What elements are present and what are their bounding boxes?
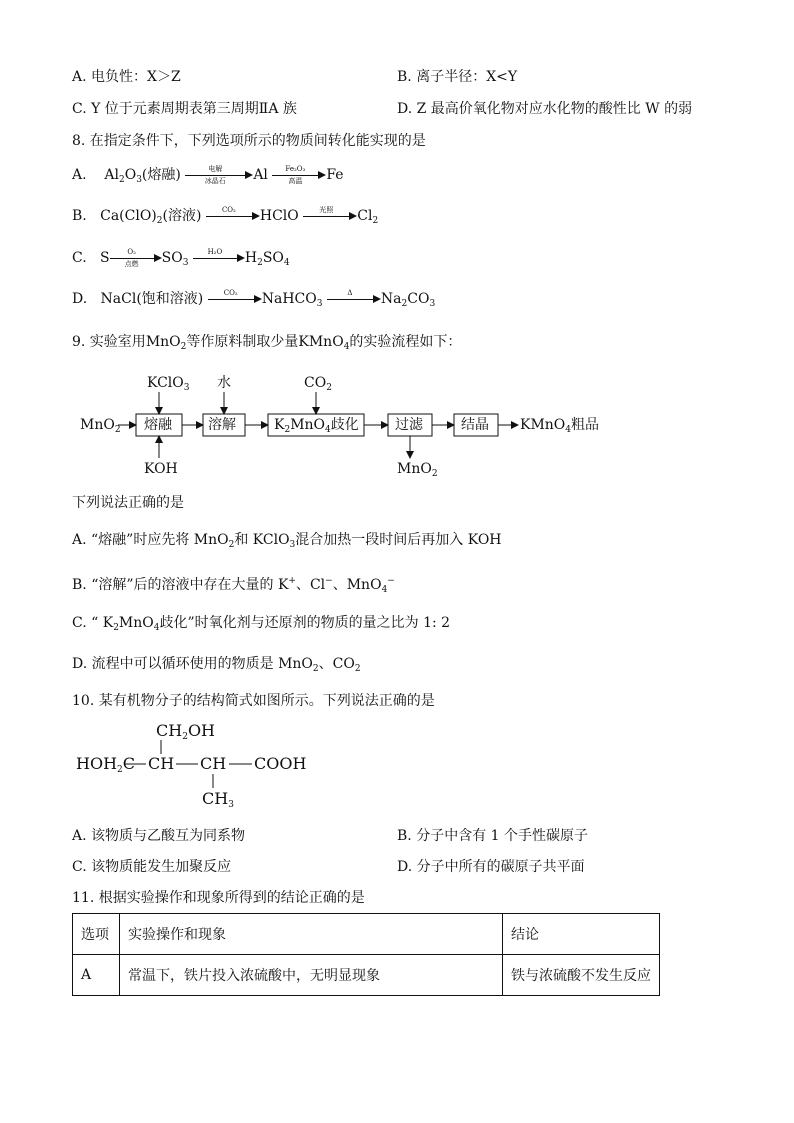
formula-part: (溶液) — [162, 208, 202, 224]
formula-part: SO — [161, 250, 183, 266]
option-label: C. — [72, 250, 87, 266]
subscript: 2 — [372, 216, 379, 226]
formula-part: Na — [380, 291, 402, 307]
q11-table — [72, 913, 660, 996]
arrow-condition: 电解 — [208, 165, 223, 173]
subscript: 4 — [283, 258, 290, 268]
text: 的实验流程如下： — [349, 334, 462, 350]
subscript: 4 — [343, 342, 350, 352]
subscript: 4 — [565, 425, 572, 435]
formula-part: Al — [104, 167, 119, 183]
flow-label-melt: 熔融 — [144, 417, 172, 433]
subscript: 4 — [381, 585, 388, 595]
text: 、CO — [318, 656, 355, 672]
q11-stem: 11. 根据实验操作和现象所得到的结论正确的是 — [72, 890, 365, 906]
subscript: 3 — [316, 299, 323, 309]
text: 歧化 — [330, 417, 359, 433]
text: 歧化”时氧化剂与还原剂的物质的量之比为 1: 2 — [159, 615, 451, 631]
text: 等作原料制取少量 — [186, 334, 299, 350]
flow-input-kclo3 — [147, 374, 189, 397]
superscript: − — [387, 576, 395, 586]
formula-part: NaCl(饱和溶液) — [100, 291, 204, 307]
formula-part: MnO — [290, 417, 326, 433]
subscript: 2 — [156, 216, 163, 226]
formula-part: HClO — [259, 208, 299, 224]
subscript: 2 — [312, 664, 319, 674]
flow-output-mno2 — [397, 460, 438, 483]
table-header: 实验操作和现象 — [120, 914, 503, 955]
formula-part: SO — [262, 250, 284, 266]
q10-option-a: A. 该物质与乙酸互为同系物 — [72, 828, 246, 844]
text: D. 流程中可以循环使用的物质是 MnO — [72, 656, 313, 672]
q10-stem: 10. 某有机物分子的结构简式如图所示。下列说法正确的是 — [72, 693, 435, 709]
subscript: 3 — [429, 299, 436, 309]
arrow-condition: 高温 — [288, 177, 303, 185]
arrow-condition: O₂ — [127, 248, 136, 256]
subscript: 4 — [153, 623, 160, 633]
formula-part: S — [100, 250, 110, 266]
formula-part: KMnO — [520, 417, 566, 433]
q9-option-d — [72, 655, 361, 678]
q8-stem: 8. 在指定条件下，下列选项所示的物质间转化能实现的是 — [72, 133, 426, 149]
formula-part: (熔融) — [141, 167, 181, 183]
table-cell: A — [73, 955, 120, 996]
option-label: D. — [72, 291, 88, 307]
q9-option-c — [72, 614, 450, 637]
formula-part: MnO — [145, 334, 181, 350]
subscript: 2 — [113, 623, 119, 633]
flow-input-water: 水 — [217, 375, 231, 391]
formula-part: HOH — [76, 754, 118, 773]
arrow-condition: H₂O — [207, 248, 223, 256]
arrow-condition: 冰晶石 — [204, 177, 226, 185]
subscript: 3 — [183, 383, 190, 393]
formula-part: Cl — [357, 208, 373, 224]
subscript: 2 — [354, 664, 361, 674]
formula-part: O — [124, 167, 137, 183]
option-label: B. — [72, 208, 87, 224]
subscript: 2 — [180, 342, 187, 352]
formula-part: CH — [200, 754, 227, 773]
text: MnO — [118, 615, 154, 631]
q7-option-a: A. 电负性：X＞Z — [72, 69, 181, 85]
table-header-row — [73, 914, 660, 955]
text: 9. 实验室用 — [72, 334, 146, 350]
q10-option-b: B. 分子中含有 1 个手性碳原子 — [397, 828, 588, 844]
formula-part: NaHCO — [261, 291, 317, 307]
q10-option-c: C. 该物质能发生加聚反应 — [72, 859, 232, 875]
subscript: 2 — [228, 540, 235, 550]
subscript: 3 — [289, 540, 296, 550]
subscript: 2 — [257, 258, 263, 268]
arrow-condition: CO₂ — [223, 289, 238, 297]
flow-input-koh: KOH — [144, 461, 178, 477]
text: 和 KClO — [234, 532, 290, 548]
formula-part: CH — [148, 754, 175, 773]
table-header: 选项 — [73, 914, 120, 955]
subscript: 2 — [284, 425, 291, 435]
subscript: 3 — [228, 800, 234, 810]
text: 粗品 — [571, 417, 600, 433]
q7-option-d: D. Z 最高价氧化物对应水化物的酸性比 W 的弱 — [397, 101, 693, 117]
q7-option-c: C. Y 位于元素周期表第三周期ⅡA 族 — [72, 101, 297, 117]
subscript: 4 — [325, 425, 331, 435]
flow-start — [80, 416, 121, 439]
text: C. “ K — [72, 615, 114, 631]
subscript: 2 — [326, 383, 332, 393]
formula-part: MnO — [397, 461, 432, 477]
subscript: 3 — [136, 175, 142, 185]
flow-label-disproportionation — [274, 416, 359, 439]
text: 、MnO — [332, 577, 382, 593]
formula-part: MnO — [80, 417, 115, 433]
formula-part: Ca(ClO) — [100, 208, 157, 224]
table-row — [73, 955, 660, 996]
formula-part: COOH — [254, 754, 307, 773]
subscript: 2 — [117, 765, 123, 775]
subscript: 2 — [118, 175, 125, 185]
formula-part: CH — [202, 789, 229, 808]
table-cell: 常温下，铁片投入浓硫酸中，无明显现象 — [120, 955, 503, 996]
q9-question: 下列说法正确的是 — [72, 495, 184, 511]
table-header: 结论 — [503, 914, 660, 955]
arrow-condition: 点燃 — [124, 260, 139, 268]
formula-part: K — [274, 417, 285, 433]
formula-part: C — [122, 754, 136, 773]
q10-option-d: D. 分子中所有的碳原子共平面 — [397, 859, 585, 875]
flow-product — [520, 416, 599, 439]
text: 、Cl — [295, 577, 326, 593]
text: 混合加热一段时间后再加入 KOH — [295, 532, 502, 548]
text: B. “溶解”后的溶液中存在大量的 K — [72, 577, 289, 593]
formula-part: Al — [253, 167, 268, 183]
superscript: − — [325, 576, 333, 586]
text: A. “熔融”时应先将 MnO — [72, 532, 229, 548]
arrow-condition: 光照 — [319, 206, 334, 214]
subscript: 2 — [114, 425, 121, 435]
q9-option-b — [72, 572, 395, 599]
option-label: A. — [72, 167, 87, 183]
formula-part: Fe — [326, 167, 344, 183]
flow-label-dissolve: 溶解 — [208, 417, 236, 433]
subscript: 2 — [182, 732, 188, 742]
table-cell: 铁与浓硫酸不发生反应 — [503, 955, 660, 996]
formula-part: KClO — [147, 375, 184, 391]
arrow-condition: CO₂ — [221, 206, 236, 214]
subscript: 2 — [401, 299, 408, 309]
flow-label-filter: 过滤 — [395, 417, 423, 433]
formula-part: CH — [156, 721, 183, 740]
q9-option-a — [72, 531, 502, 554]
superscript: + — [288, 576, 296, 586]
formula-part: H — [244, 250, 258, 266]
arrow-condition: Fe₂O₃ — [285, 165, 306, 173]
arrow-condition: Δ — [347, 289, 353, 297]
flow-label-crystallize: 结晶 — [461, 417, 489, 433]
subscript: 3 — [182, 258, 189, 268]
formula-part: CO — [407, 291, 430, 307]
formula-part: CO — [304, 375, 327, 391]
subscript: 2 — [431, 469, 438, 479]
q7-option-b: B. 离子半径：X<Y — [397, 69, 518, 85]
q10-structure — [74, 718, 314, 814]
formula-part: OH — [187, 721, 216, 740]
flow-input-co2 — [304, 374, 332, 397]
formula-part: KMnO — [298, 334, 344, 350]
